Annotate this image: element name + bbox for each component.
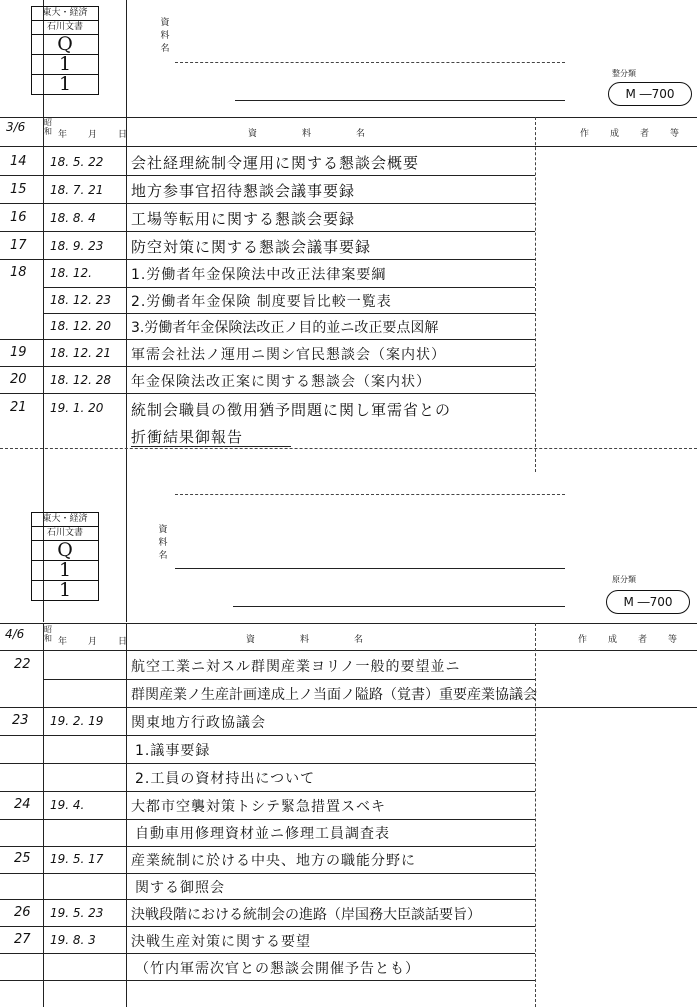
row-title: 大都市空襲対策トシテ緊急措置スベキ <box>131 799 386 815</box>
row-title: 航空工業ニ対スル群関産業ヨリノ一般的要望並ニ <box>131 659 461 675</box>
row-date: 19. 4. <box>50 798 85 812</box>
row-number: 14 <box>10 154 27 169</box>
header-author: 作 成 者 等 <box>580 129 686 139</box>
row-rule <box>0 735 535 736</box>
row-title: 1.議事要録 <box>135 743 211 759</box>
row-rule <box>0 846 535 847</box>
stamp-collection: 石川文書 <box>32 527 98 541</box>
label-char: 資 <box>158 525 168 535</box>
class-code: M ―700 <box>608 82 692 106</box>
row-rule <box>0 203 535 204</box>
row-title: 地方参事官招待懇談会議事要録 <box>131 182 356 200</box>
row-title: 産業統制に於ける中央、地方の職能分野に <box>131 853 416 869</box>
col-line <box>43 117 44 472</box>
row-title: 決戦生産対策に関する要望 <box>131 934 311 950</box>
row-number: 19 <box>10 345 27 360</box>
row-title: 防空対策に関する懇談会議事要録 <box>131 238 372 256</box>
row-rule <box>0 231 535 232</box>
row-title: 会社経理統制令運用に関する懇談会概要 <box>131 154 420 172</box>
col-line <box>126 117 127 472</box>
row-number: 18 <box>10 265 27 280</box>
row-rule <box>0 791 535 792</box>
row-title: 自動車用修理資材並ニ修理工員調査表 <box>135 826 390 842</box>
row-rule <box>0 366 535 367</box>
row-title: 2.労働者年金保険 制度要旨比較一覧表 <box>131 294 392 310</box>
row-date: 18. 7. 21 <box>50 183 104 197</box>
row-date: 18. 12. 23 <box>50 293 112 307</box>
underline <box>131 446 291 447</box>
class-label: 原分類 <box>612 575 636 584</box>
row-rule <box>0 899 535 900</box>
row-title: 関する御照会 <box>135 880 225 896</box>
stamp-code: Q <box>32 35 98 55</box>
header-rule <box>0 146 697 147</box>
form-line <box>235 100 565 101</box>
row-number: 23 <box>12 713 29 728</box>
header-date: 年 月 日 <box>58 130 134 140</box>
row-number: 21 <box>10 400 27 415</box>
archive-stamp <box>31 512 99 601</box>
label-char: 料 <box>160 31 170 41</box>
stamp-collection: 石川文書 <box>32 21 98 35</box>
row-rule <box>43 313 535 314</box>
row-date: 18. 5. 22 <box>50 155 104 169</box>
header-author: 作 成 者 等 <box>578 635 684 645</box>
row-date: 18. 9. 23 <box>50 239 104 253</box>
header-era: 昭和 <box>44 118 52 136</box>
page-number: 4/6 <box>5 627 25 641</box>
row-date: 18. 12. 21 <box>50 346 112 360</box>
col-line <box>535 117 536 472</box>
class-code: M ―700 <box>606 590 690 614</box>
stamp-org: 東大・経済 <box>32 513 98 527</box>
row-date: 18. 12. 28 <box>50 373 112 387</box>
label-char: 名 <box>160 44 170 54</box>
page-number: 3/6 <box>6 120 26 134</box>
header-date: 年 月 日 <box>58 637 134 647</box>
row-rule <box>0 763 535 764</box>
table-top-rule <box>0 623 697 624</box>
label-char: 資 <box>160 18 170 28</box>
row-rule <box>0 953 535 954</box>
row-title: 2.工員の資材持出について <box>135 771 316 787</box>
row-title: 関東地方行政協議会 <box>131 715 266 731</box>
row-rule <box>0 448 697 449</box>
form-line <box>233 606 565 607</box>
stamp-code: 1 <box>58 73 72 95</box>
row-title: （竹内軍需次官との懇談会開催予告とも） <box>135 961 420 977</box>
row-title: 折衝結果御報告 <box>131 428 244 446</box>
binding-line <box>126 472 127 622</box>
row-title: 軍需会社法ノ運用ニ関シ官民懇談会（案内状） <box>131 347 446 363</box>
row-rule <box>0 980 535 981</box>
row-date: 19. 2. 19 <box>50 714 104 728</box>
label-char: 名 <box>158 551 168 561</box>
row-title: 1.労働者年金保険法中改正法律案要綱 <box>131 267 387 283</box>
row-rule <box>0 873 535 874</box>
row-rule <box>0 707 697 708</box>
col-line <box>43 623 44 1007</box>
col-line <box>126 623 127 1007</box>
stamp-code: 1 <box>32 561 98 581</box>
row-number: 24 <box>14 797 31 812</box>
header-title: 資 料 名 <box>248 129 384 139</box>
row-date: 19. 5. 23 <box>50 906 104 920</box>
row-rule <box>0 926 535 927</box>
row-title: 群関産業ノ生産計画達成上ノ当面ノ隘路（覚書）重要産業協議会 <box>131 687 537 703</box>
form-line <box>175 568 565 569</box>
row-number: 22 <box>14 657 31 672</box>
row-title: 年金保険法改正案に関する懇談会（案内状） <box>131 374 431 390</box>
col-line <box>535 623 536 1007</box>
row-date: 18. 12. 20 <box>50 319 112 333</box>
row-number: 16 <box>10 210 27 225</box>
row-rule <box>0 175 535 176</box>
table-top-rule <box>0 117 697 118</box>
row-rule <box>0 393 535 394</box>
row-date: 18. 8. 4 <box>50 211 96 225</box>
class-label: 整分類 <box>612 69 636 78</box>
header-rule <box>0 650 697 651</box>
label-char: 料 <box>158 538 168 548</box>
row-date: 19. 1. 20 <box>50 401 104 415</box>
form-line <box>175 494 565 495</box>
row-number: 27 <box>14 932 31 947</box>
row-title: 決戦段階における統制会の進路（岸国務大臣談話要旨） <box>131 907 481 923</box>
header-title: 資 料 名 <box>246 635 382 645</box>
row-title: 3.労働者年金保険法改正ノ目的並ニ改正要点図解 <box>131 320 439 336</box>
row-date: 18. 12. <box>50 266 92 280</box>
row-title: 工場等転用に関する懇談会要録 <box>131 210 356 228</box>
header-era: 昭和 <box>44 625 52 643</box>
row-rule <box>0 819 535 820</box>
archive-stamp <box>31 6 99 95</box>
binding-line <box>126 0 127 117</box>
stamp-code: 1 <box>32 55 98 75</box>
form-line <box>175 62 565 63</box>
row-number: 26 <box>14 905 31 920</box>
row-number: 25 <box>14 851 31 866</box>
row-date: 19. 5. 17 <box>50 852 104 866</box>
row-rule <box>43 679 535 680</box>
row-number: 17 <box>10 238 27 253</box>
stamp-org: 東大・経済 <box>32 7 98 21</box>
row-title: 統制会職員の徴用猶予問題に関し軍需省との <box>131 401 452 419</box>
row-number: 20 <box>10 372 27 387</box>
row-rule <box>0 259 535 260</box>
row-rule <box>0 339 535 340</box>
stamp-code: Q <box>32 541 98 561</box>
row-date: 19. 8. 3 <box>50 933 96 947</box>
row-rule <box>43 287 535 288</box>
stamp-code: 1 <box>58 579 72 601</box>
row-number: 15 <box>10 182 27 197</box>
